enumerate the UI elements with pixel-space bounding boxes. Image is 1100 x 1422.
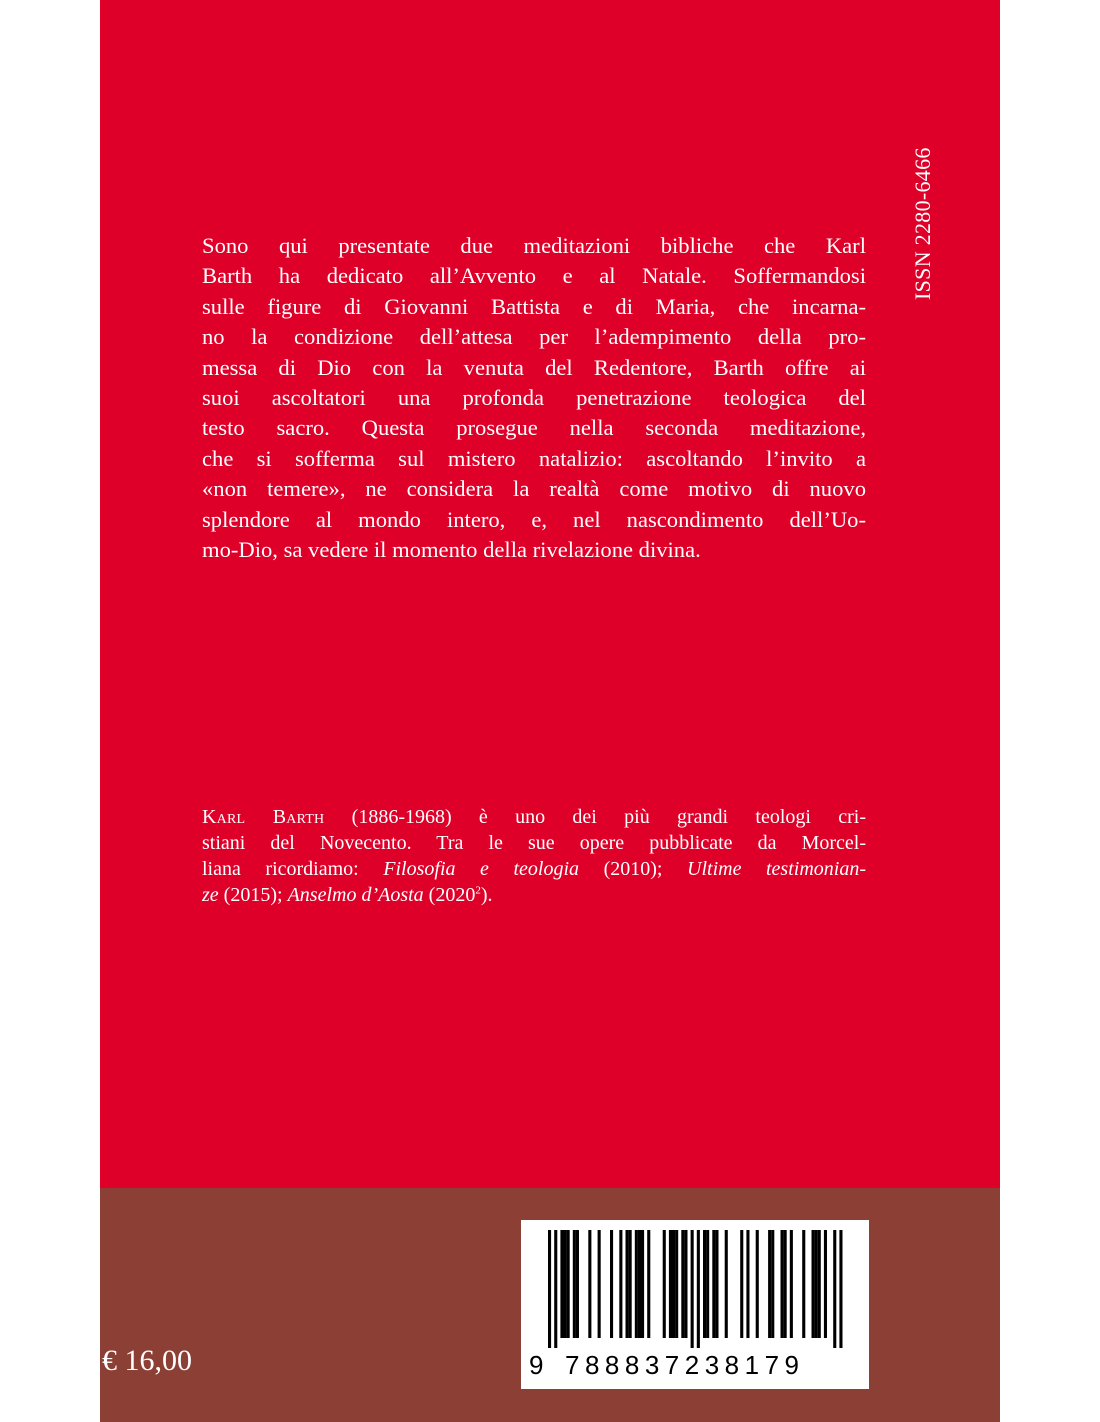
- blurb-line: splendore al mondo intero, e, nel nascondimento dell’Uo-: [202, 506, 866, 532]
- barcode-bar: [697, 1230, 700, 1348]
- bio-text: (1886-1968) è uno dei più grandi teologi cri-: [324, 806, 866, 828]
- author-name: Karl Barth: [202, 806, 325, 828]
- barcode-number: [521, 1350, 869, 1380]
- barcode-bar: [684, 1230, 687, 1338]
- blurb-line: Barth ha dedicato all’Avvento e al Natale. Soffermandosi: [202, 263, 866, 289]
- barcode-bar: [681, 1230, 684, 1338]
- barcode-bar: [706, 1230, 709, 1338]
- issn-label: ISSN 2280-6466: [910, 147, 935, 300]
- blurb-line: suoi ascoltatori una profonda penetrazione teologica del: [202, 385, 866, 411]
- barcode-bar: [771, 1230, 774, 1338]
- price-label: € 16,00: [102, 1344, 192, 1377]
- blurb-line: mo-Dio, sa vedere il momento della rivelazione divina.: [202, 537, 701, 563]
- barcode-bar: [712, 1230, 715, 1338]
- barcode-bar: [703, 1230, 706, 1338]
- barcode-bar: [626, 1230, 629, 1338]
- bottom-band: [100, 1188, 1000, 1422]
- bio-text: (2010);: [579, 858, 688, 880]
- barcode-bar: [839, 1230, 842, 1348]
- barcode-bar: [560, 1230, 563, 1338]
- barcode-bars: [521, 1220, 869, 1355]
- blurb-line: no la condizione dell’attesa per l’adempimento della pro-: [202, 324, 866, 350]
- barcode-first-digit: 9: [529, 1350, 544, 1380]
- bio-text: (2020: [423, 884, 476, 906]
- barcode-bar: [638, 1230, 641, 1338]
- barcode-bar: [781, 1230, 784, 1338]
- barcode-bar: [567, 1230, 570, 1338]
- book-blurb: [202, 231, 866, 565]
- bio-line: [202, 856, 866, 882]
- barcode-digits: 788837238179: [565, 1350, 805, 1380]
- barcode-bar: [746, 1230, 749, 1338]
- bio-line: stiani del Novecento. Tra le sue opere pubblicate da Morcel-: [202, 832, 866, 854]
- barcode-bar: [573, 1230, 576, 1338]
- blurb-line: testo sacro. Questa prosegue nella seconda meditazione,: [202, 415, 866, 441]
- back-cover: [100, 0, 1000, 1422]
- barcode-bar: [740, 1230, 743, 1338]
- edition-superscript: 2: [475, 884, 481, 897]
- bio-line: [202, 804, 866, 830]
- barcode-bar: [824, 1230, 827, 1338]
- blurb-line: «non temere», ne considera la realtà come motivo di nuovo: [202, 476, 866, 502]
- barcode-bar: [715, 1230, 718, 1338]
- barcode-bar: [672, 1230, 675, 1338]
- barcode-bar: [669, 1230, 672, 1338]
- bio-text: liana ricordiamo:: [202, 858, 384, 880]
- barcode-bar: [768, 1230, 771, 1338]
- barcode-bar: [629, 1230, 632, 1338]
- barcode-bar: [554, 1230, 557, 1348]
- barcode-bar: [812, 1230, 815, 1338]
- book-title: Filosofia e teologia: [383, 858, 580, 880]
- barcode-bar: [790, 1230, 793, 1338]
- blurb-line: sulle figure di Giovanni Battista e di Maria, che incarna-: [202, 293, 866, 319]
- barcode-bar: [598, 1230, 601, 1338]
- barcode-bar: [756, 1230, 759, 1338]
- bio-line: [202, 882, 866, 908]
- barcode-bar: [588, 1230, 591, 1338]
- blurb-line: messa di Dio con la venuta del Redentore, Barth offre ai: [202, 354, 866, 380]
- barcode-bar: [548, 1230, 551, 1348]
- barcode-bar: [641, 1230, 644, 1338]
- barcode: [521, 1220, 869, 1389]
- barcode-bar: [675, 1230, 678, 1338]
- barcode-bar: [691, 1230, 694, 1348]
- barcode-bar: [576, 1230, 579, 1338]
- barcode-bar: [619, 1230, 622, 1338]
- bio-text: ).: [480, 884, 493, 906]
- bio-text: (2015);: [218, 884, 288, 906]
- blurb-line: che si sofferma sul mistero natalizio: ascoltando l’invito a: [202, 445, 866, 471]
- barcode-bar: [815, 1230, 818, 1338]
- barcode-bar: [564, 1230, 567, 1338]
- barcode-bar: [784, 1230, 787, 1338]
- barcode-bar: [818, 1230, 821, 1338]
- book-title: Anselmo d’Aosta: [287, 884, 424, 906]
- blurb-line: Sono qui presentate due meditazioni bibliche che Karl: [202, 233, 866, 258]
- barcode-bar: [725, 1230, 728, 1338]
- barcode-bar: [647, 1230, 650, 1338]
- book-title: Ultime testimonian-: [687, 858, 866, 880]
- barcode-bar: [833, 1230, 836, 1348]
- book-title: ze: [202, 884, 219, 906]
- barcode-bar: [802, 1230, 805, 1338]
- barcode-bar: [635, 1230, 638, 1338]
- barcode-bar: [610, 1230, 613, 1338]
- barcode-bar: [663, 1230, 666, 1338]
- author-bio: [202, 804, 866, 908]
